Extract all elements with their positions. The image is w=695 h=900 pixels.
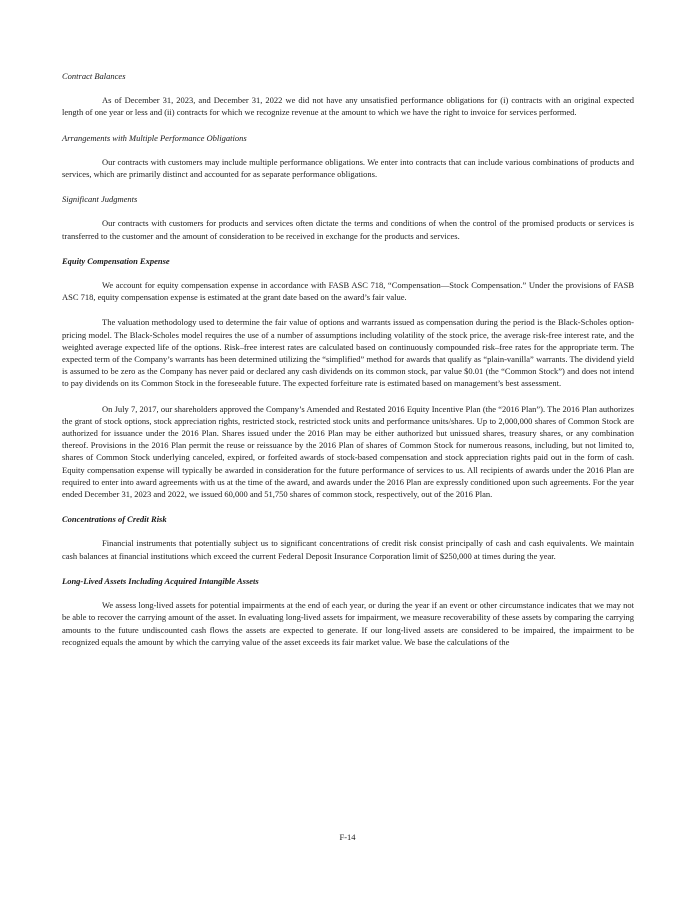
significant-judgments-paragraph: Our contracts with customers for products and services often dictate the terms and conditions of when the control of the promised products or services is transferred to the customer and the amount of consideration to be received in exchange for the products and services.	[62, 218, 634, 241]
equity-compensation-paragraph-3: On July 7, 2017, our shareholders approved the Company’s Amended and Restated 2016 Equity Incentive Plan (the “2016 Plan”). The 2016 Plan authorizes the grant of stock options, stock appreciation rights, restricted stock, restricted stock units and performance units/shares. Up to 2,000,000 shares of Common Stock are authorized for issuance under the 2016 Plan. Shares issued under the 2016 Plan may be either authorized but unissued shares, treasury shares, or any combination thereof. Provisions in the 2016 Plan permit the reuse or reissuance by the 2016 Plan of shares of Common Stock for numerous reasons, including, but not limited to, shares of Common Stock underlying canceled, expired, or forfeited awards of stock-based compensation and stock appreciation rights paid out in the form of cash. Equity compensation expense will typically be awarded in consideration for the future performance of services to us. All recipients of awards under the 2016 Plan are required to enter into award agreements with us at the time of the award, and awards under the 2016 Plan are expressly conditioned upon such agreements. For the year ended December 31, 2023 and 2022, we issued 60,000 and 51,750 shares of common stock, respectively, out of the 2016 Plan.	[62, 403, 634, 500]
credit-risk-paragraph: Financial instruments that potentially subject us to significant concentrations of credit risk consist principally of cash and cash equivalents. We maintain cash balances at financial institutions which exceed the current Federal Deposit Insurance Corporation limit of $250,000 at times during the year.	[62, 538, 634, 561]
significant-judgments-heading: Significant Judgments	[62, 194, 138, 205]
multiple-obligations-paragraph: Our contracts with customers may include multiple performance obligations. We enter into contracts that can include various combinations of products and services, which are primarily distinct and accounted for as separate performance obligations.	[62, 156, 634, 180]
equity-compensation-heading: Equity Compensation Expense	[62, 255, 170, 266]
credit-risk-heading: Concentrations of Credit Risk	[62, 514, 167, 525]
document-page	[62, 70, 634, 661]
equity-compensation-paragraph-1: We account for equity compensation expense in accordance with FASB ASC 718, “Compensation—Stock Compensation.” Under the provisions of FASB ASC 718, equity compensation expense is estimated at the grant date based on the award’s fair value.	[62, 280, 634, 303]
contract-balances-paragraph: As of December 31, 2023, and December 31, 2022 we did not have any unsatisfied performance obligations for (i) contracts with an original expected length of one year or less and (ii) contracts for which we recognize revenue at the amount to which we have the right to invoice for services performed.	[62, 95, 634, 118]
contract-balances-heading: Contract Balances	[62, 71, 126, 81]
page-number: F-14	[339, 832, 356, 842]
long-lived-assets-heading: Long-Lived Assets Including Acquired Intangible Assets	[62, 575, 259, 586]
multiple-obligations-heading: Arrangements with Multiple Performance Obligations	[62, 132, 247, 143]
long-lived-assets-paragraph: We assess long-lived assets for potential impairments at the end of each year, or during the year if an event or other circumstance indicates that we may not be able to recover the carrying amount of the asset. In evaluating long-lived assets for impairment, we measure recoverability of these assets by comparing the carrying amounts to the future undiscounted cash flows the assets are expected to generate. If our long-lived assets are considered to be impaired, the impairment to be recognized equals the amount by which the carrying value of the asset exceeds its fair market value. We base the calculations of the	[62, 600, 634, 647]
equity-compensation-paragraph-2: The valuation methodology used to determine the fair value of options and warrants issued as compensation during the period is the Black-Scholes option-pricing model. The Black-Scholes model requires the use of a number of assumptions including volatility of the stock price, the average risk-free interest rate, and the weighted average expected life of the options. Risk–free interest rates are calculated based on continuously compounded risk–free rates for the appropriate term. The expected term of the Company’s warrants has been determined utilizing the “simplified” method for awards that qualify as “plain-vanilla” warrants. The dividend yield is assumed to be zero as the Company has never paid or declared any cash dividends on its common stock, par value $0.01 (the “Common Stock”) and does not intend to pay dividends on its Common Stock in the foreseeable future. The expected forfeiture rate is estimated based on management’s best assessment.	[62, 317, 634, 389]
